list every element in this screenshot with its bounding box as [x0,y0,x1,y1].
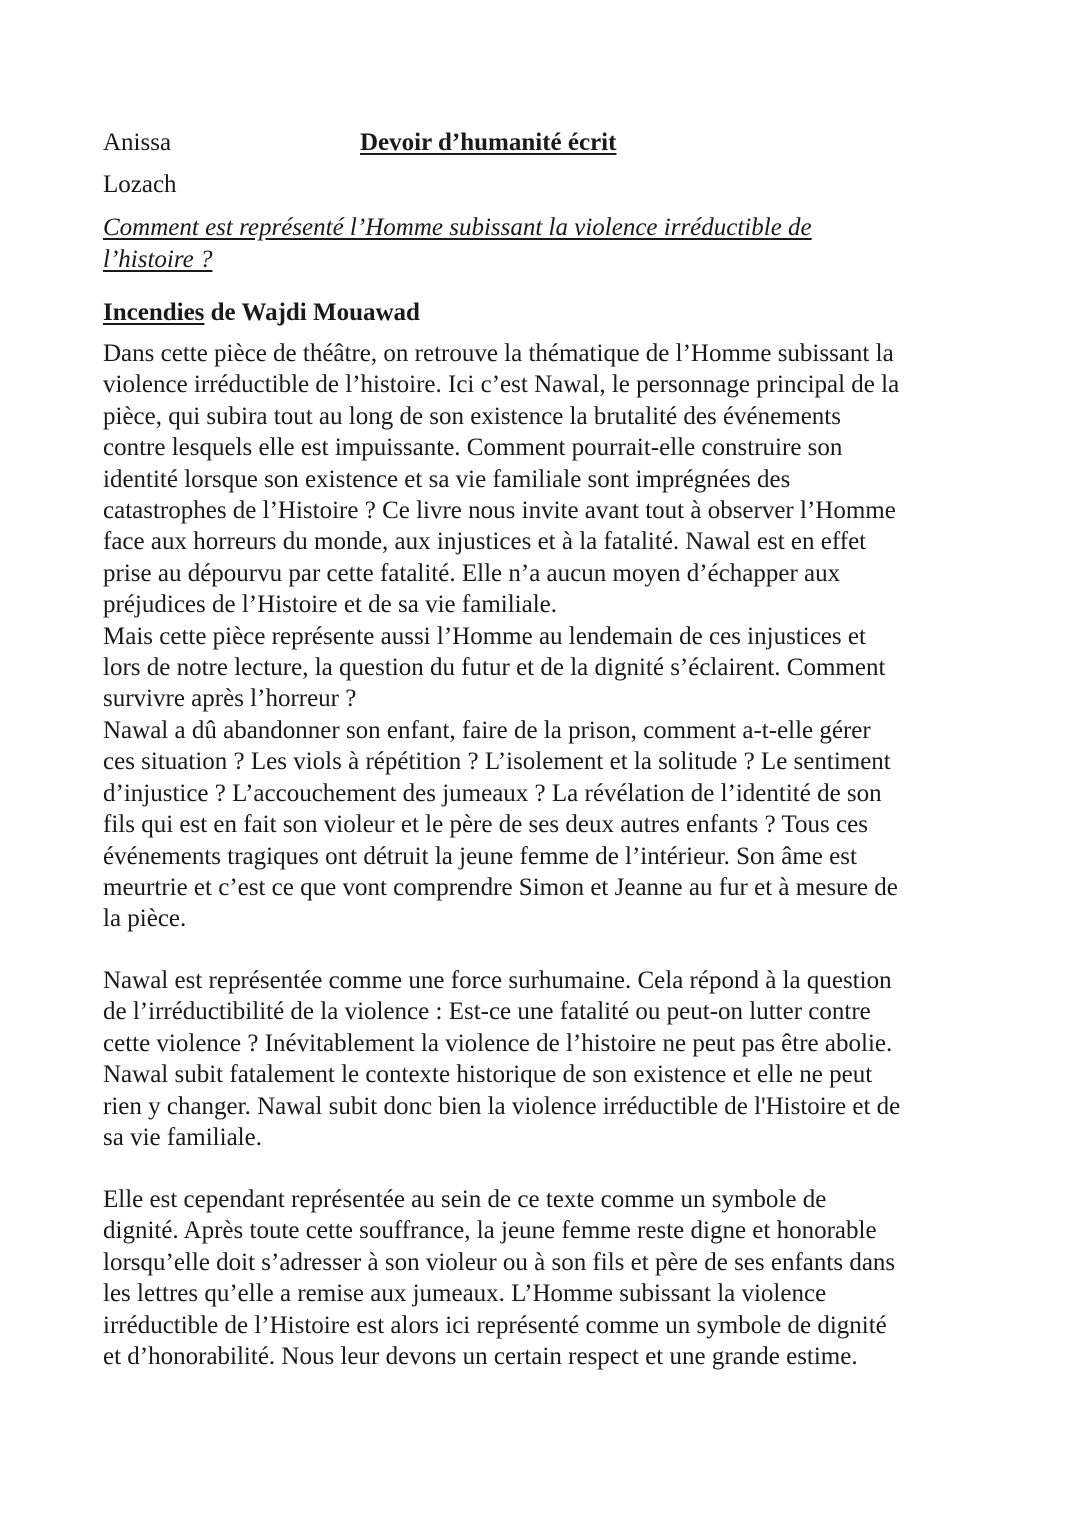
essay-question [103,212,903,275]
paragraph-line: la pièce. [103,905,187,933]
paragraph-line: violence irréductible de l’histoire. Ici c’est Nawal, le personnage principal de la [103,371,900,399]
paragraph-line: ces situation ? Les viols à répétition ? L’isolement et la solitude ? Le sentiment [103,748,891,776]
paragraph-line: et d’honorabilité. Nous leur devons un certain respect et une grande estime. [103,1343,858,1371]
paragraph-line: fils qui est en fait son violeur et le père de ses deux autres enfants ? Tous ces [103,811,868,839]
paragraph-line: lorsqu’elle doit s’adresser à son violeur ou à son fils et père de ses enfants dans [103,1248,896,1276]
essay-question-line: l’histoire ? [103,245,213,273]
paragraph-line: Nawal est représentée comme une force surhumaine. Cela répond à la question [103,967,892,994]
work-title: Incendies [103,299,205,326]
paragraph-line: de l’irréductibilité de la violence : Est-ce une fatalité ou peut-on lutter contre [103,998,871,1026]
paragraph-line: Nawal a dû abandonner son enfant, faire de la prison, comment a-t-elle gérer [103,716,871,744]
paragraph-line: dignité. Après toute cette souffrance, la jeune femme reste digne et honorable [103,1217,877,1245]
author-last-name: Lozach [103,171,177,198]
paragraph-line: préjudices de l’Histoire et de sa vie familiale. [103,591,557,619]
paragraph-line: événements tragiques ont détruit la jeune femme de l’intérieur. Son âme est [103,842,857,870]
paragraph-line: prise au dépourvu par cette fatalité. Elle n’a aucun moyen d’échapper aux [103,559,841,587]
paragraph-line: lors de notre lecture, la question du futur et de la dignité s’éclairent. Comment [103,654,886,682]
document-title: Devoir d’humanité écrit [360,129,617,156]
section-heading [103,296,420,330]
paragraph [103,1184,983,1372]
paragraph-line: meurtrie et c’est ce que vont comprendre Simon et Jeanne au fur et à mesure de [103,873,898,901]
paragraph-line: face aux horreurs du monde, aux injustices et à la fatalité. Nawal est en effet [103,528,867,556]
paragraph-line: catastrophes de l’Histoire ? Ce livre nous invite avant tout à observer l’Homme [103,497,896,525]
paragraph [103,965,983,1153]
essay-question-line: Comment est représenté l’Homme subissant la violence irréductible de [103,214,812,241]
paragraph-line: identité lorsque son existence et sa vie familiale sont imprégnées des [103,465,791,493]
paragraph-line: Elle est cependant représentée au sein de ce texte comme un symbole de [103,1186,827,1213]
header-row [103,126,983,160]
paragraph-line: Mais cette pièce représente aussi l’Homme au lendemain de ces injustices et [103,622,866,650]
paragraph-line: Dans cette pièce de théâtre, on retrouve la thématique de l’Homme subissant la [103,340,894,367]
paragraph-line: survivre après l’horreur ? [103,685,357,713]
author-first-name: Anissa [103,129,172,156]
work-author: de Wajdi Mouawad [204,299,420,326]
paragraph-line: irréductible de l’Histoire est alors ici représenté comme un symbole de dignité [103,1311,887,1339]
paragraph [103,338,983,935]
paragraph-line: d’injustice ? L’accouchement des jumeaux ? La révélation de l’identité de son [103,779,882,807]
paragraph-line: sa vie familiale. [103,1124,262,1152]
paragraph-line: rien y changer. Nawal subit donc bien la violence irréductible de l'Histoire et de [103,1092,901,1120]
paragraph-line: pièce, qui subira tout au long de son existence la brutalité des événements [103,402,841,430]
paragraph-line: les lettres qu’elle a remise aux jumeaux. L’Homme subissant la violence [103,1280,827,1308]
paragraph-line: cette violence ? Inévitablement la violence de l’histoire ne peut pas être abolie. [103,1029,893,1057]
paragraph-line: contre lesquels elle est impuissante. Comment pourrait-elle construire son [103,434,843,462]
paragraph-line: Nawal subit fatalement le contexte historique de son existence et elle ne peut [103,1061,873,1089]
